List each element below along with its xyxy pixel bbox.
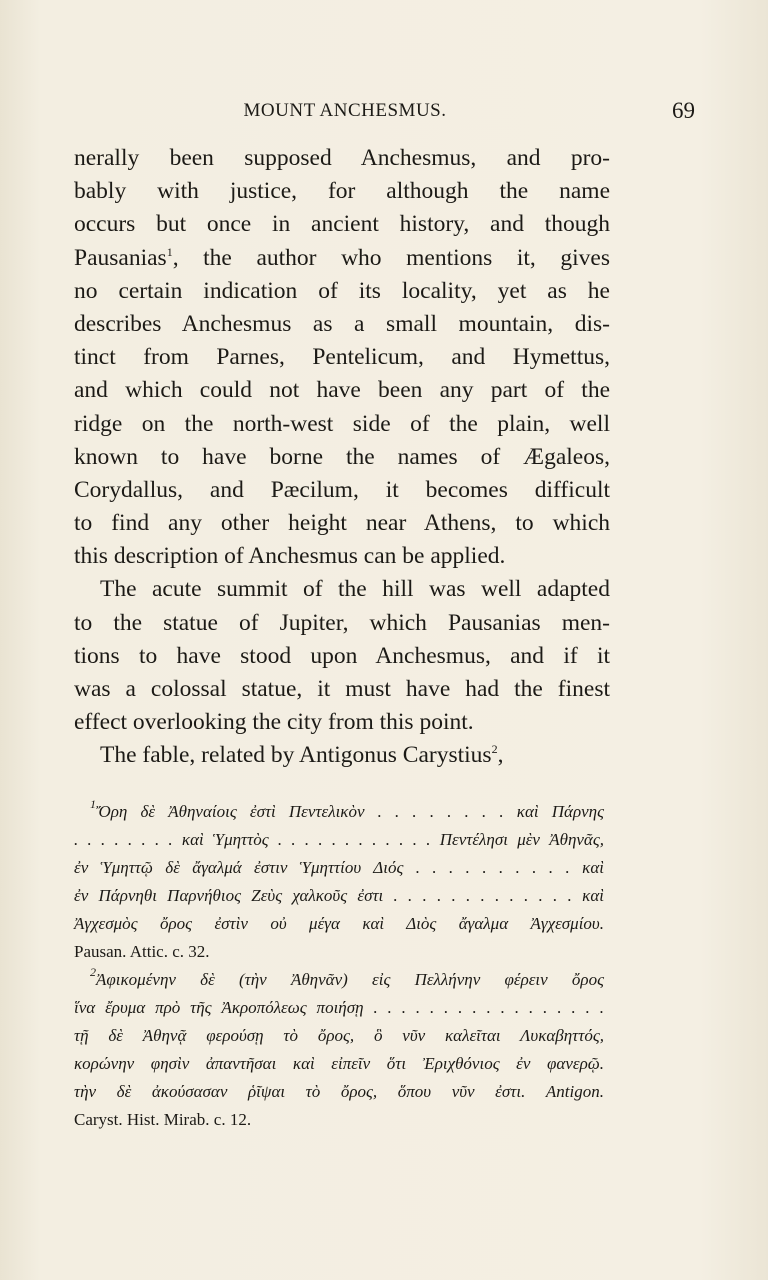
text-fragment: Ἀφικομένην δὲ (τὴν Ἀθηνᾶν) εἰς Πελλήνην φέρειν ὄρος — [96, 970, 604, 989]
text-line: Corydallus, and Pæcilum, it becomes difficult — [74, 476, 610, 503]
text-fragment: Ὄρη δὲ Ἀθηναίοις ἐστὶ Πεντελικὸν . . . . . . . . καὶ Πάρνης — [96, 802, 604, 821]
text-fragment: The fable, related by Antigonus Carystius — [100, 742, 492, 769]
footnote-line: τὴν δὲ ἀκούσασαν ῥῖψαι τὸ ὄρος, ὅπου νῦν ἐστι. Antigon. — [74, 1082, 604, 1101]
footnote-line: ἐν Πάρνηθι Παρνήθιος Ζεὺς χαλκοῦς ἐστι . . . . . . . . . . . . . καὶ — [74, 886, 604, 905]
footnote-line: ἐν Ὑμηττῷ δὲ ἄγαλμά ἐστιν Ὑμηττίου Διός . . . . . . . . . . καὶ — [74, 858, 604, 877]
text-line: occurs but once in ancient history, and though — [74, 211, 610, 238]
text-line: no certain indication of its locality, yet as he — [74, 277, 610, 304]
text-line: to find any other height near Athens, to which — [74, 510, 610, 537]
text-line: and which could not have been any part of the — [74, 377, 610, 404]
text-line: tions to have stood upon Anchesmus, and if it — [74, 642, 610, 669]
footnote-line: Ἀγχεσμὸς ὄρος ἐστὶν οὐ μέγα καὶ Διὸς ἄγαλμα Ἀγχεσμίου. — [74, 914, 604, 933]
text-line — [74, 242, 610, 275]
footnote-reference: 2 — [491, 742, 498, 757]
footnote-line: . . . . . . . . καὶ Ὑμηττὸς . . . . . . . . . . . . Πεντέλησι μὲν Ἀθηνᾶς, — [74, 830, 604, 849]
text-line: to the statue of Jupiter, which Pausanias men- — [74, 609, 610, 636]
text-line: this description of Anchesmus can be applied. — [74, 543, 506, 570]
text-line: bably with justice, for although the name — [74, 178, 610, 205]
running-head: MOUNT ANCHESMUS. — [243, 100, 447, 121]
footnote-line — [74, 798, 604, 826]
text-line: tinct from Parnes, Pentelicum, and Hymettus, — [74, 344, 610, 371]
text-line: The acute summit of the hill was well adapted — [100, 576, 610, 603]
page-header — [0, 98, 768, 132]
text-fragment: , — [497, 742, 504, 769]
text-line — [74, 739, 610, 772]
text-line: describes Anchesmus as a small mountain, dis- — [74, 310, 610, 337]
footnote-line: κορώνην φησὶν ἀπαντῆσαι καὶ εἰπεῖν ὅτι Ἐριχθόνιος ἐν φανερῷ. — [74, 1054, 604, 1073]
footnote-marker: 2 — [90, 965, 96, 979]
text-line: ridge on the north-west side of the plain, well — [74, 410, 610, 437]
text-line: known to have borne the names of Ægaleos, — [74, 443, 610, 470]
text-line: effect overlooking the city from this point. — [74, 709, 474, 736]
page-number: 69 — [672, 98, 695, 123]
footnotes — [74, 798, 604, 1134]
text-line: was a colossal statue, it must have had the finest — [74, 676, 610, 702]
footnote-line — [74, 966, 604, 994]
body-text — [74, 142, 610, 773]
footnote-reference: 1 — [166, 244, 173, 259]
text-line: nerally been supposed Anchesmus, and pro- — [74, 145, 610, 171]
footnote-marker: 1 — [90, 797, 96, 811]
footnote-line: Caryst. Hist. Mirab. c. 12. — [74, 1110, 252, 1129]
footnote-line: τῇ δὲ Ἀθηνᾷ φερούσῃ τὸ ὄρος, ὃ νῦν καλεῖται Λυκαβηττός, — [74, 1026, 604, 1045]
footnote-line: Pausan. Attic. c. 32. — [74, 942, 210, 961]
text-fragment: , the author who mentions it, gives — [172, 244, 610, 271]
footnote-line: ἵνα ἔρυμα πρὸ τῆς Ἀκροπόλεως ποιήσῃ . . . . . . . . . . . . . . . . . — [74, 998, 604, 1017]
text-fragment: Pausanias — [74, 244, 167, 271]
